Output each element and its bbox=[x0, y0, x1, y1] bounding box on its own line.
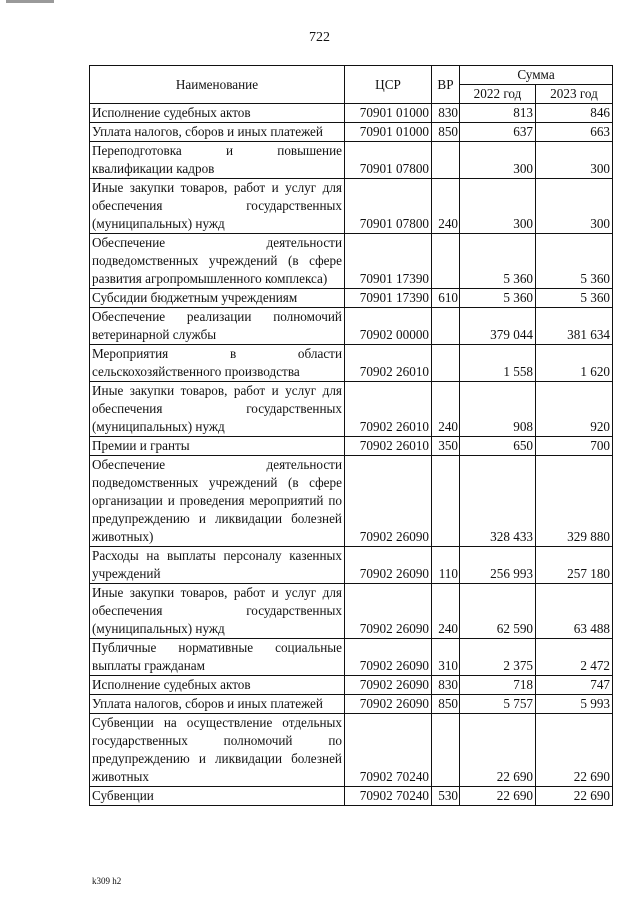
row-csr: 70901 01000 bbox=[345, 104, 432, 123]
row-name: Премии и гранты bbox=[90, 437, 345, 456]
row-vr: 240 bbox=[432, 179, 460, 234]
row-vr: 830 bbox=[432, 676, 460, 695]
table-row bbox=[90, 142, 613, 179]
header-name: Наименование bbox=[90, 66, 345, 104]
row-sum-2023: 846 bbox=[536, 104, 613, 123]
row-sum-2022: 300 bbox=[460, 179, 536, 234]
row-csr: 70901 07800 bbox=[345, 142, 432, 179]
table-row bbox=[90, 308, 613, 345]
row-sum-2023: 5 993 bbox=[536, 695, 613, 714]
row-sum-2022: 22 690 bbox=[460, 714, 536, 787]
table-row bbox=[90, 456, 613, 547]
row-csr: 70902 26010 bbox=[345, 345, 432, 382]
row-vr: 110 bbox=[432, 547, 460, 584]
row-name: Иные закупки товаров, работ и услуг для обеспечения государственных (муниципальных) нужд bbox=[90, 382, 345, 437]
row-name: Исполнение судебных актов bbox=[90, 676, 345, 695]
row-sum-2022: 1 558 bbox=[460, 345, 536, 382]
table-row bbox=[90, 234, 613, 289]
row-vr: 350 bbox=[432, 437, 460, 456]
table-body bbox=[90, 104, 613, 806]
row-sum-2022: 256 993 bbox=[460, 547, 536, 584]
row-vr: 610 bbox=[432, 289, 460, 308]
table-row bbox=[90, 584, 613, 639]
row-sum-2022: 908 bbox=[460, 382, 536, 437]
row-vr bbox=[432, 345, 460, 382]
row-sum-2023: 5 360 bbox=[536, 234, 613, 289]
budget-table bbox=[89, 65, 613, 806]
row-name: Уплата налогов, сборов и иных платежей bbox=[90, 123, 345, 142]
row-sum-2022: 5 757 bbox=[460, 695, 536, 714]
page-number: 722 bbox=[309, 30, 330, 45]
row-sum-2023: 700 bbox=[536, 437, 613, 456]
row-name: Исполнение судебных актов bbox=[90, 104, 345, 123]
header-year-2023: 2023 год bbox=[536, 85, 613, 104]
row-vr: 850 bbox=[432, 695, 460, 714]
row-sum-2022: 637 bbox=[460, 123, 536, 142]
row-name: Обеспечение реализации полномочий ветеринарной службы bbox=[90, 308, 345, 345]
row-sum-2022: 2 375 bbox=[460, 639, 536, 676]
row-name: Иные закупки товаров, работ и услуг для обеспечения государственных (муниципальных) нужд bbox=[90, 584, 345, 639]
row-sum-2022: 813 bbox=[460, 104, 536, 123]
row-vr: 830 bbox=[432, 104, 460, 123]
row-vr: 240 bbox=[432, 584, 460, 639]
row-name: Субсидии бюджетным учреждениям bbox=[90, 289, 345, 308]
row-csr: 70902 00000 bbox=[345, 308, 432, 345]
row-sum-2023: 22 690 bbox=[536, 787, 613, 806]
row-csr: 70902 26090 bbox=[345, 456, 432, 547]
table-row bbox=[90, 104, 613, 123]
header-sum: Сумма bbox=[460, 66, 613, 85]
row-name: Расходы на выплаты персоналу казенных учреждений bbox=[90, 547, 345, 584]
row-sum-2022: 5 360 bbox=[460, 289, 536, 308]
row-csr: 70902 26090 bbox=[345, 695, 432, 714]
row-sum-2023: 300 bbox=[536, 142, 613, 179]
row-csr: 70902 26090 bbox=[345, 547, 432, 584]
row-name: Субвенции на осуществление отдельных государственных полномочий по предупреждению и ликвидации болезней животных bbox=[90, 714, 345, 787]
row-sum-2022: 62 590 bbox=[460, 584, 536, 639]
row-name: Обеспечение деятельности подведомственных учреждений (в сфере развития агропромышленного комплекса) bbox=[90, 234, 345, 289]
header-year-2022: 2022 год bbox=[460, 85, 536, 104]
row-name: Публичные нормативные социальные выплаты гражданам bbox=[90, 639, 345, 676]
footer-code: k309 h2 bbox=[92, 876, 122, 886]
row-sum-2022: 718 bbox=[460, 676, 536, 695]
table-row bbox=[90, 547, 613, 584]
row-vr bbox=[432, 234, 460, 289]
table-row bbox=[90, 787, 613, 806]
row-vr: 850 bbox=[432, 123, 460, 142]
row-csr: 70901 17390 bbox=[345, 289, 432, 308]
row-vr: 240 bbox=[432, 382, 460, 437]
row-vr bbox=[432, 456, 460, 547]
row-sum-2022: 379 044 bbox=[460, 308, 536, 345]
table-row bbox=[90, 437, 613, 456]
table-row bbox=[90, 639, 613, 676]
row-vr: 530 bbox=[432, 787, 460, 806]
table-row bbox=[90, 289, 613, 308]
row-sum-2023: 920 bbox=[536, 382, 613, 437]
row-sum-2023: 257 180 bbox=[536, 547, 613, 584]
header-csr: ЦСР bbox=[345, 66, 432, 104]
table-row bbox=[90, 695, 613, 714]
row-sum-2022: 22 690 bbox=[460, 787, 536, 806]
row-sum-2023: 5 360 bbox=[536, 289, 613, 308]
header-vr: ВР bbox=[432, 66, 460, 104]
row-csr: 70901 07800 bbox=[345, 179, 432, 234]
row-sum-2023: 22 690 bbox=[536, 714, 613, 787]
row-vr bbox=[432, 308, 460, 345]
table-row bbox=[90, 382, 613, 437]
table-row bbox=[90, 714, 613, 787]
table-row bbox=[90, 676, 613, 695]
table-row bbox=[90, 123, 613, 142]
row-vr: 310 bbox=[432, 639, 460, 676]
row-csr: 70901 17390 bbox=[345, 234, 432, 289]
row-sum-2023: 1 620 bbox=[536, 345, 613, 382]
row-csr: 70902 26090 bbox=[345, 676, 432, 695]
row-csr: 70902 26090 bbox=[345, 584, 432, 639]
row-csr: 70902 26010 bbox=[345, 382, 432, 437]
row-csr: 70901 01000 bbox=[345, 123, 432, 142]
row-name: Субвенции bbox=[90, 787, 345, 806]
row-vr bbox=[432, 142, 460, 179]
row-vr bbox=[432, 714, 460, 787]
row-sum-2023: 381 634 bbox=[536, 308, 613, 345]
scan-corner-mark bbox=[6, 0, 54, 3]
row-sum-2023: 747 bbox=[536, 676, 613, 695]
row-name: Переподготовка и повышение квалификации кадров bbox=[90, 142, 345, 179]
row-name: Мероприятия в области сельскохозяйственного производства bbox=[90, 345, 345, 382]
row-csr: 70902 26090 bbox=[345, 639, 432, 676]
row-name: Иные закупки товаров, работ и услуг для обеспечения государственных (муниципальных) нужд bbox=[90, 179, 345, 234]
row-name: Уплата налогов, сборов и иных платежей bbox=[90, 695, 345, 714]
row-csr: 70902 70240 bbox=[345, 787, 432, 806]
row-sum-2022: 5 360 bbox=[460, 234, 536, 289]
row-sum-2023: 329 880 bbox=[536, 456, 613, 547]
row-csr: 70902 26010 bbox=[345, 437, 432, 456]
row-sum-2023: 663 bbox=[536, 123, 613, 142]
row-sum-2023: 300 bbox=[536, 179, 613, 234]
table-row bbox=[90, 345, 613, 382]
row-sum-2023: 63 488 bbox=[536, 584, 613, 639]
table-row bbox=[90, 179, 613, 234]
row-sum-2022: 650 bbox=[460, 437, 536, 456]
row-sum-2022: 300 bbox=[460, 142, 536, 179]
row-name: Обеспечение деятельности подведомственных учреждений (в сфере организации и проведения мероприятий по предупреждению и ликвидации болезней животных) bbox=[90, 456, 345, 547]
row-sum-2023: 2 472 bbox=[536, 639, 613, 676]
row-sum-2022: 328 433 bbox=[460, 456, 536, 547]
row-csr: 70902 70240 bbox=[345, 714, 432, 787]
